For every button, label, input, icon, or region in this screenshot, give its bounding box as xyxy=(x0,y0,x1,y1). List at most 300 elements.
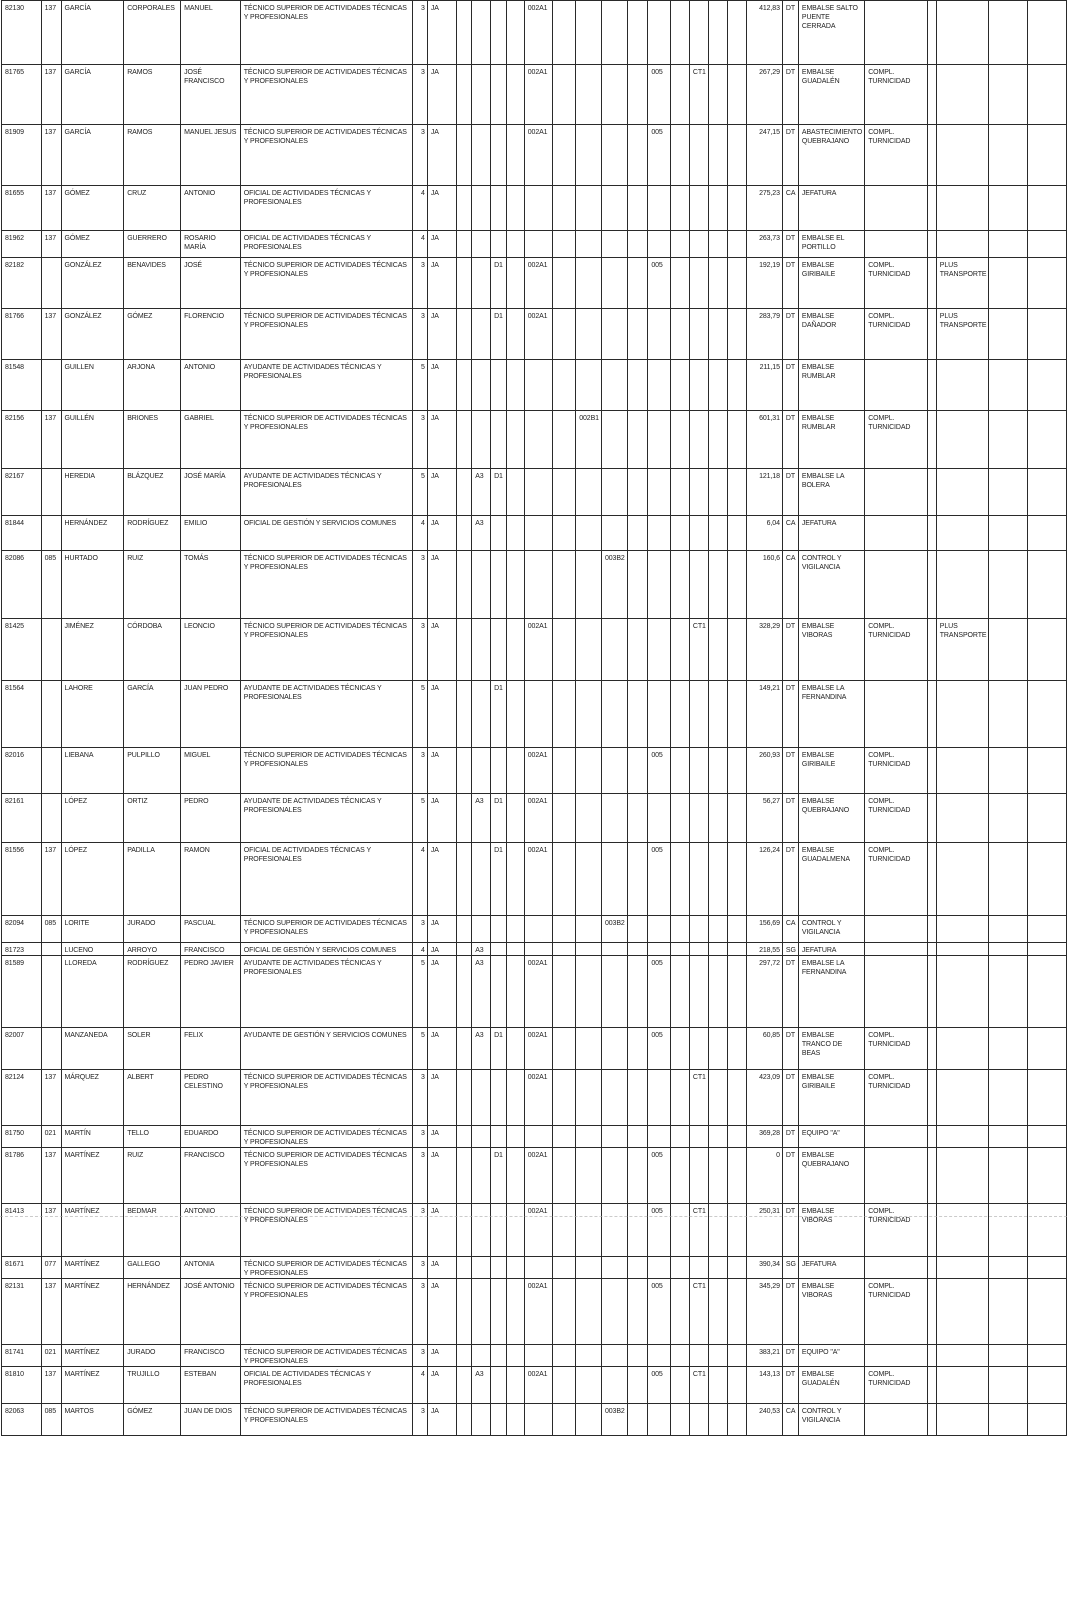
empty-cell xyxy=(457,360,472,411)
code-002a1-cell: 002A1 xyxy=(524,619,552,681)
empty-cell xyxy=(728,1148,747,1204)
empty-cell xyxy=(671,1,690,65)
empty-cell xyxy=(627,1028,648,1070)
plus-transport-cell xyxy=(936,411,989,469)
unit-code-cell: DT xyxy=(782,619,798,681)
code-002a1-cell xyxy=(524,231,552,258)
complement-cell: COMPL. TURNICIDAD xyxy=(865,794,928,843)
given-name-cell: EDUARDO xyxy=(181,1126,241,1148)
employee-id-cell: 82007 xyxy=(2,1028,42,1070)
empty-cell xyxy=(927,258,936,309)
code-005-cell xyxy=(648,681,671,748)
empty-cell xyxy=(627,956,648,1028)
empty-cell xyxy=(671,309,690,360)
amount-cell: 297,72 xyxy=(747,956,783,1028)
code-005-cell: 005 xyxy=(648,1148,671,1204)
empty-cell xyxy=(1027,65,1066,125)
group-number-cell: 5 xyxy=(412,681,427,748)
code-ct1-cell xyxy=(689,1126,708,1148)
amount-cell: 283,79 xyxy=(747,309,783,360)
empty-cell xyxy=(728,619,747,681)
given-name-cell: MANUEL JESUS xyxy=(181,125,241,186)
plus-transport-cell xyxy=(936,360,989,411)
empty-cell xyxy=(927,125,936,186)
center-code-cell xyxy=(41,943,61,956)
code-ct1-cell xyxy=(689,231,708,258)
empty-cell xyxy=(627,258,648,309)
table-row xyxy=(2,186,1067,231)
second-surname-cell: JURADO xyxy=(124,916,181,943)
empty-cell xyxy=(708,551,728,619)
group-number-cell: 3 xyxy=(412,1279,427,1345)
second-surname-cell: BRIONES xyxy=(124,411,181,469)
plus-transport-cell xyxy=(936,1148,989,1204)
code-d1-cell xyxy=(491,619,507,681)
second-surname-cell: ARROYO xyxy=(124,943,181,956)
center-code-cell xyxy=(41,681,61,748)
job-category-cell: OFICIAL DE GESTIÓN Y SERVICIOS COMUNES xyxy=(240,943,412,956)
code-005-cell xyxy=(648,1345,671,1367)
empty-cell xyxy=(989,748,1027,794)
location-cell: EMBALSE VIBORAS xyxy=(798,619,864,681)
plus-transport-cell: PLUS TRANSPORTE xyxy=(936,309,989,360)
code-d1-cell xyxy=(491,65,507,125)
empty-cell xyxy=(671,1367,690,1404)
employee-id-cell: 82131 xyxy=(2,1279,42,1345)
code-d1-cell xyxy=(491,1404,507,1436)
empty-cell xyxy=(671,1028,690,1070)
empty-cell xyxy=(1027,943,1066,956)
empty-cell xyxy=(552,231,576,258)
province-code-cell: JA xyxy=(427,551,457,619)
job-category-cell: AYUDANTE DE GESTIÓN Y SERVICIOS COMUNES xyxy=(240,1028,412,1070)
unit-code-cell: DT xyxy=(782,843,798,916)
employee-id-cell: 81589 xyxy=(2,956,42,1028)
empty-cell xyxy=(552,360,576,411)
plus-transport-cell xyxy=(936,516,989,551)
empty-cell xyxy=(1027,186,1066,231)
second-surname-cell: ARJONA xyxy=(124,360,181,411)
location-cell: EMBALSE GIRIBAILE xyxy=(798,1070,864,1126)
plus-transport-cell xyxy=(936,1404,989,1436)
center-code-cell xyxy=(41,619,61,681)
location-cell: JEFATURA xyxy=(798,186,864,231)
code-002b1-cell xyxy=(576,258,602,309)
empty-cell xyxy=(1027,681,1066,748)
center-code-cell xyxy=(41,360,61,411)
empty-cell xyxy=(927,1204,936,1257)
employee-id-cell: 81750 xyxy=(2,1126,42,1148)
group-number-cell: 5 xyxy=(412,1028,427,1070)
empty-cell xyxy=(671,681,690,748)
empty-cell xyxy=(927,186,936,231)
center-code-cell: 137 xyxy=(41,1367,61,1404)
table-row xyxy=(2,1028,1067,1070)
location-cell: EMBALSE LA FERNANDINA xyxy=(798,681,864,748)
empty-cell xyxy=(627,1345,648,1367)
empty-cell xyxy=(927,1367,936,1404)
code-a3-cell xyxy=(472,1257,491,1279)
empty-cell xyxy=(507,125,525,186)
empty-cell xyxy=(1027,1204,1066,1257)
table-row xyxy=(2,551,1067,619)
code-002b1-cell xyxy=(576,1404,602,1436)
code-d1-cell xyxy=(491,360,507,411)
code-002a1-cell: 002A1 xyxy=(524,1148,552,1204)
code-ct1-cell xyxy=(689,309,708,360)
group-number-cell: 5 xyxy=(412,794,427,843)
code-ct1-cell xyxy=(689,794,708,843)
empty-cell xyxy=(552,1,576,65)
amount-cell: 6,04 xyxy=(747,516,783,551)
unit-code-cell: DT xyxy=(782,956,798,1028)
code-d1-cell xyxy=(491,186,507,231)
second-surname-cell: TELLO xyxy=(124,1126,181,1148)
empty-cell xyxy=(507,1257,525,1279)
amount-cell: 149,21 xyxy=(747,681,783,748)
code-005-cell xyxy=(648,1,671,65)
amount-cell: 390,34 xyxy=(747,1257,783,1279)
empty-cell xyxy=(507,916,525,943)
job-category-cell: TÉCNICO SUPERIOR DE ACTIVIDADES TÉCNICAS Y PROFESIONALES xyxy=(240,1,412,65)
code-a3-cell xyxy=(472,65,491,125)
code-a3-cell: A3 xyxy=(472,943,491,956)
first-surname-cell: MARTÍNEZ xyxy=(61,1257,124,1279)
amount-cell: 143,13 xyxy=(747,1367,783,1404)
empty-cell xyxy=(927,1126,936,1148)
code-005-cell xyxy=(648,943,671,956)
empty-cell xyxy=(1027,125,1066,186)
empty-cell xyxy=(457,956,472,1028)
code-ct1-cell: CT1 xyxy=(689,1204,708,1257)
amount-cell: 60,85 xyxy=(747,1028,783,1070)
code-003b2-cell xyxy=(601,309,627,360)
complement-cell xyxy=(865,469,928,516)
empty-cell xyxy=(627,1404,648,1436)
empty-cell xyxy=(728,411,747,469)
empty-cell xyxy=(1027,1257,1066,1279)
empty-cell xyxy=(627,1126,648,1148)
empty-cell xyxy=(507,469,525,516)
code-002b1-cell xyxy=(576,1204,602,1257)
province-code-cell: JA xyxy=(427,469,457,516)
empty-cell xyxy=(457,231,472,258)
job-category-cell: TÉCNICO SUPERIOR DE ACTIVIDADES TÉCNICAS Y PROFESIONALES xyxy=(240,1257,412,1279)
empty-cell xyxy=(989,1257,1027,1279)
code-002b1-cell: 002B1 xyxy=(576,411,602,469)
plus-transport-cell xyxy=(936,1257,989,1279)
code-003b2-cell xyxy=(601,258,627,309)
code-002a1-cell xyxy=(524,469,552,516)
amount-cell: 369,28 xyxy=(747,1126,783,1148)
plus-transport-cell xyxy=(936,186,989,231)
code-d1-cell: D1 xyxy=(491,681,507,748)
code-ct1-cell xyxy=(689,258,708,309)
code-002a1-cell: 002A1 xyxy=(524,1070,552,1126)
code-d1-cell xyxy=(491,1204,507,1257)
amount-cell: 275,23 xyxy=(747,186,783,231)
center-code-cell: 137 xyxy=(41,1204,61,1257)
second-surname-cell: GARCÍA xyxy=(124,681,181,748)
empty-cell xyxy=(989,360,1027,411)
code-d1-cell xyxy=(491,231,507,258)
empty-cell xyxy=(1027,956,1066,1028)
empty-cell xyxy=(671,1345,690,1367)
given-name-cell: JOSÉ xyxy=(181,258,241,309)
complement-cell: COMPL. TURNICIDAD xyxy=(865,65,928,125)
plus-transport-cell xyxy=(936,916,989,943)
amount-cell: 250,31 xyxy=(747,1204,783,1257)
empty-cell xyxy=(552,681,576,748)
table-row xyxy=(2,748,1067,794)
location-cell: EMBALSE GIRIBAILE xyxy=(798,748,864,794)
empty-cell xyxy=(989,1028,1027,1070)
job-category-cell: TÉCNICO SUPERIOR DE ACTIVIDADES TÉCNICAS Y PROFESIONALES xyxy=(240,125,412,186)
table-row xyxy=(2,411,1067,469)
second-surname-cell: BEDMAR xyxy=(124,1204,181,1257)
code-005-cell: 005 xyxy=(648,748,671,794)
code-005-cell: 005 xyxy=(648,125,671,186)
code-ct1-cell xyxy=(689,1148,708,1204)
amount-cell: 218,55 xyxy=(747,943,783,956)
empty-cell xyxy=(671,65,690,125)
empty-cell xyxy=(989,916,1027,943)
province-code-cell: JA xyxy=(427,794,457,843)
plus-transport-cell: PLUS TRANSPORTE xyxy=(936,258,989,309)
job-category-cell: OFICIAL DE ACTIVIDADES TÉCNICAS Y PROFESIONALES xyxy=(240,231,412,258)
given-name-cell: MANUEL xyxy=(181,1,241,65)
code-a3-cell xyxy=(472,1,491,65)
complement-cell xyxy=(865,551,928,619)
location-cell: EMBALSE LA FERNANDINA xyxy=(798,956,864,1028)
empty-cell xyxy=(507,943,525,956)
empty-cell xyxy=(671,794,690,843)
code-a3-cell xyxy=(472,619,491,681)
unit-code-cell: DT xyxy=(782,681,798,748)
second-surname-cell: CRUZ xyxy=(124,186,181,231)
location-cell: EMBALSE GUADALÉN xyxy=(798,65,864,125)
code-003b2-cell xyxy=(601,1126,627,1148)
center-code-cell: 137 xyxy=(41,186,61,231)
table-row xyxy=(2,1204,1067,1257)
center-code-cell xyxy=(41,469,61,516)
empty-cell xyxy=(507,258,525,309)
province-code-cell: JA xyxy=(427,258,457,309)
code-002b1-cell xyxy=(576,309,602,360)
code-002b1-cell xyxy=(576,231,602,258)
code-002b1-cell xyxy=(576,360,602,411)
table-row xyxy=(2,65,1067,125)
empty-cell xyxy=(708,1257,728,1279)
empty-cell xyxy=(671,186,690,231)
employee-id-cell: 82016 xyxy=(2,748,42,794)
employee-id-cell: 81786 xyxy=(2,1148,42,1204)
empty-cell xyxy=(728,794,747,843)
table-row xyxy=(2,516,1067,551)
empty-cell xyxy=(989,1367,1027,1404)
code-003b2-cell xyxy=(601,469,627,516)
location-cell: EMBALSE LA BOLERA xyxy=(798,469,864,516)
empty-cell xyxy=(708,748,728,794)
empty-cell xyxy=(627,843,648,916)
code-a3-cell xyxy=(472,125,491,186)
province-code-cell: JA xyxy=(427,1126,457,1148)
code-002a1-cell xyxy=(524,916,552,943)
code-003b2-cell xyxy=(601,231,627,258)
amount-cell: 423,09 xyxy=(747,1070,783,1126)
code-ct1-cell xyxy=(689,748,708,794)
empty-cell xyxy=(989,1148,1027,1204)
code-d1-cell xyxy=(491,943,507,956)
empty-cell xyxy=(708,411,728,469)
empty-cell xyxy=(552,411,576,469)
empty-cell xyxy=(708,794,728,843)
complement-cell: COMPL. TURNICIDAD xyxy=(865,1028,928,1070)
empty-cell xyxy=(457,1126,472,1148)
code-005-cell xyxy=(648,231,671,258)
complement-cell: COMPL. TURNICIDAD xyxy=(865,1070,928,1126)
job-category-cell: AYUDANTE DE ACTIVIDADES TÉCNICAS Y PROFESIONALES xyxy=(240,469,412,516)
given-name-cell: JOSÉ MARÍA xyxy=(181,469,241,516)
second-surname-cell: RAMOS xyxy=(124,125,181,186)
employee-id-cell: 82063 xyxy=(2,1404,42,1436)
amount-cell: 383,21 xyxy=(747,1345,783,1367)
empty-cell xyxy=(1027,1028,1066,1070)
code-005-cell xyxy=(648,916,671,943)
code-a3-cell xyxy=(472,1148,491,1204)
empty-cell xyxy=(457,1028,472,1070)
first-surname-cell: HURTADO xyxy=(61,551,124,619)
location-cell: EMBALSE GIRIBAILE xyxy=(798,258,864,309)
code-a3-cell xyxy=(472,1204,491,1257)
second-surname-cell: PULPILLO xyxy=(124,748,181,794)
empty-cell xyxy=(507,843,525,916)
code-ct1-cell: CT1 xyxy=(689,1070,708,1126)
empty-cell xyxy=(927,516,936,551)
amount-cell: 192,19 xyxy=(747,258,783,309)
table-row xyxy=(2,1,1067,65)
code-d1-cell: D1 xyxy=(491,258,507,309)
employee-id-cell: 82130 xyxy=(2,1,42,65)
empty-cell xyxy=(1027,748,1066,794)
plus-transport-cell xyxy=(936,1367,989,1404)
empty-cell xyxy=(989,619,1027,681)
empty-cell xyxy=(708,231,728,258)
given-name-cell: FRANCISCO xyxy=(181,943,241,956)
empty-cell xyxy=(507,231,525,258)
province-code-cell: JA xyxy=(427,956,457,1028)
complement-cell: COMPL. TURNICIDAD xyxy=(865,1367,928,1404)
empty-cell xyxy=(457,1257,472,1279)
empty-cell xyxy=(552,943,576,956)
empty-cell xyxy=(457,516,472,551)
empty-cell xyxy=(927,65,936,125)
given-name-cell: ANTONIO xyxy=(181,360,241,411)
plus-transport-cell xyxy=(936,1345,989,1367)
center-code-cell xyxy=(41,1028,61,1070)
table-row xyxy=(2,916,1067,943)
empty-cell xyxy=(457,1367,472,1404)
amount-cell: 328,29 xyxy=(747,619,783,681)
complement-cell xyxy=(865,231,928,258)
code-ct1-cell xyxy=(689,1404,708,1436)
empty-cell xyxy=(708,186,728,231)
empty-cell xyxy=(728,125,747,186)
code-ct1-cell xyxy=(689,1345,708,1367)
code-005-cell xyxy=(648,794,671,843)
plus-transport-cell xyxy=(936,843,989,916)
empty-cell xyxy=(627,186,648,231)
code-002a1-cell xyxy=(524,681,552,748)
amount-cell: 156,69 xyxy=(747,916,783,943)
employee-id-cell: 82124 xyxy=(2,1070,42,1126)
empty-cell xyxy=(708,469,728,516)
code-a3-cell xyxy=(472,1279,491,1345)
code-002a1-cell: 002A1 xyxy=(524,1,552,65)
empty-cell xyxy=(457,1404,472,1436)
amount-cell: 211,15 xyxy=(747,360,783,411)
unit-code-cell: CA xyxy=(782,916,798,943)
code-002a1-cell xyxy=(524,1404,552,1436)
given-name-cell: GABRIEL xyxy=(181,411,241,469)
employee-id-cell: 81844 xyxy=(2,516,42,551)
empty-cell xyxy=(927,309,936,360)
first-surname-cell: LUCENO xyxy=(61,943,124,956)
code-d1-cell xyxy=(491,1367,507,1404)
empty-cell xyxy=(728,943,747,956)
code-002b1-cell xyxy=(576,748,602,794)
group-number-cell: 3 xyxy=(412,1345,427,1367)
amount-cell: 263,73 xyxy=(747,231,783,258)
location-cell: CONTROL Y VIGILANCIA xyxy=(798,916,864,943)
code-005-cell: 005 xyxy=(648,1204,671,1257)
group-number-cell: 3 xyxy=(412,1148,427,1204)
code-002b1-cell xyxy=(576,681,602,748)
code-a3-cell: A3 xyxy=(472,1367,491,1404)
empty-cell xyxy=(708,1,728,65)
code-003b2-cell xyxy=(601,943,627,956)
code-a3-cell: A3 xyxy=(472,794,491,843)
empty-cell xyxy=(1027,411,1066,469)
code-a3-cell: A3 xyxy=(472,516,491,551)
empty-cell xyxy=(1027,916,1066,943)
center-code-cell: 077 xyxy=(41,1257,61,1279)
group-number-cell: 3 xyxy=(412,748,427,794)
province-code-cell: JA xyxy=(427,843,457,916)
second-surname-cell: CÓRDOBA xyxy=(124,619,181,681)
job-category-cell: TÉCNICO SUPERIOR DE ACTIVIDADES TÉCNICAS Y PROFESIONALES xyxy=(240,1070,412,1126)
empty-cell xyxy=(927,360,936,411)
empty-cell xyxy=(457,186,472,231)
empty-cell xyxy=(927,619,936,681)
empty-cell xyxy=(1027,1404,1066,1436)
province-code-cell: JA xyxy=(427,516,457,551)
empty-cell xyxy=(708,516,728,551)
complement-cell xyxy=(865,1,928,65)
code-a3-cell xyxy=(472,1345,491,1367)
amount-cell: 601,31 xyxy=(747,411,783,469)
second-surname-cell: HERNÁNDEZ xyxy=(124,1279,181,1345)
empty-cell xyxy=(708,1279,728,1345)
plus-transport-cell xyxy=(936,1126,989,1148)
center-code-cell xyxy=(41,516,61,551)
job-category-cell: TÉCNICO SUPERIOR DE ACTIVIDADES TÉCNICAS Y PROFESIONALES xyxy=(240,916,412,943)
empty-cell xyxy=(552,1204,576,1257)
first-surname-cell: LIEBANA xyxy=(61,748,124,794)
empty-cell xyxy=(671,1126,690,1148)
group-number-cell: 3 xyxy=(412,1070,427,1126)
code-005-cell xyxy=(648,1404,671,1436)
